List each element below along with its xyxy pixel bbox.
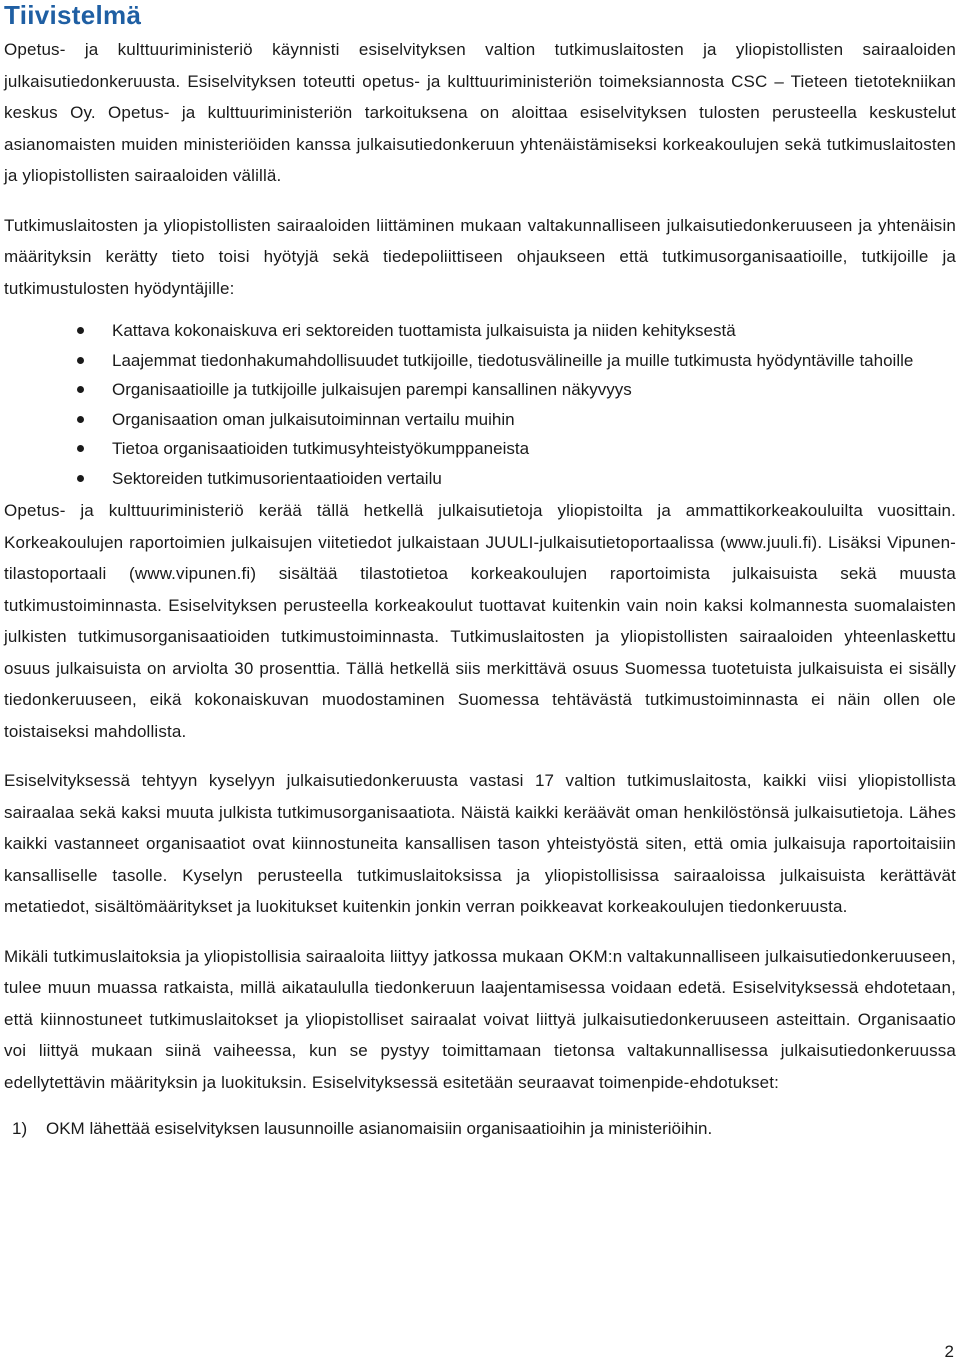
paragraph-intro: Opetus- ja kulttuuriministeriö käynnisti esiselvityksen valtion tutkimuslaitosten ja yliopistollisten sairaaloiden julkaisutiedonkeruusta. Esiselvityksen toteutti opetus- ja kulttuuriministeriön toimeksiannosta CSC – Tieteen tietotekniikan keskus Oy. Opetus- ja kulttuuriministeriön tarkoituksena on aloittaa esiselvityksen tulosten perusteella keskustelut asianomaisten muiden ministeriöiden kanssa julkaisutiedonkeruun yhtenäistämiseksi korkeakoulujen sekä tutkimuslaitosten ja yliopistollisten sairaaloiden välillä. [4,40,956,185]
paragraph-survey: Esiselvityksessä tehtyyn kyselyyn julkaisutiedonkeruusta vastasi 17 valtion tutkimuslaitosta, kaikki viisi yliopistollista sairaalaa sekä kaksi muuta julkista tutkimusorganisaatiota. Näistä kaikki keräävät oman henkilöstönsä julkaisutietoja. Lähes kaikki vastanneet organisaatiot ovat kiinnostuneita kansallisen tason yhteistyöstä siten, että omia julkaisuja raportoitaisiin kansalliselle tasolle. Kyselyn perusteella tutkimuslaitoksissa ja yliopistollisissa sairaaloissa julkaisuista kerättävät metatiedot, sisältömääritykset ja luokitukset kuitenkin jonkin verran poikkeavat korkeakoulujen tiedonkeruusta. [4,771,956,916]
page-number: 2 [944,1342,954,1361]
paragraph-proposal: Mikäli tutkimuslaitoksia ja yliopistollisia sairaaloita liittyy jatkossa mukaan OKM:n valtakunnalliseen julkaisutiedonkeruuseen, tulee muun muassa ratkaista, millä aikataululla tiedonkeruun laajentamisessa voidaan edetä. Esiselvityksessä ehdotetaan, että kiinnostuneet tutkimuslaitokset ja yliopistolliset sairaalat voivat liittyä julkaisutiedonkeruuseen asteittain. Organisaatio voi liittyä mukaan siinä vaiheessa, kun se pystyy toimittamaan tietonsa valtakunnallisessa julkaisutiedonkeruussa edellytettävin määrityksin ja luokituksin. Esiselvityksessä esitetään seuraavat toimenpide-ehdotukset: [4,946,956,1092]
benefits-list [4,318,956,492]
section-heading: Tiivistelmä [4,0,142,30]
action-text: OKM lähettää esiselvityksen lausunnoille asianomaisiin organisaatioihin ja ministeriöihin. [46,1119,713,1138]
list-item: Sektoreiden tutkimusorientaatioiden vertailu [4,466,956,492]
bullet-icon [77,386,84,393]
paragraph-current-collection: Opetus- ja kulttuuriministeriö kerää tällä hetkellä julkaisutietoja yliopistoilta ja ammattikorkeakouluilta vuosittain. Korkeakoulujen raportoimien julkaisujen viitetiedot julkaistaan JUULI-julkaisutietoportaalissa (www.juuli.fi). Lisäksi Vipunen-tilastoportaali (www.vipunen.fi) sisältää tilastotietoa korkeakoulujen raportoimista julkaisuista sekä muusta tutkimustoiminnasta. Esiselvityksen perusteella korkeakoulut tuottavat kuitenkin vain noin kaksi kolmannesta suomalaisten julkisten tutkimusorganisaatioiden tutkimustoiminnasta. Tutkimuslaitosten ja yliopistollisten sairaaloiden yhteenlaskettu osuus julkaisuista on arviolta 30 prosenttia. Tällä hetkellä siis merkittävä osuus Suomessa tuotetuista julkaisuista ei sisälly tiedonkeruuseen, eikä kokonaiskuvan muodostaminen Suomessa tehtävästä tutkimustoiminnasta ei näin ollen ole toistaiseksi mahdollista. [4,501,956,741]
action-item [4,1116,956,1142]
actions-list [4,1116,956,1142]
list-item: Laajemmat tiedonhakumahdollisuudet tutkijoille, tiedotusvälineille ja muille tutkimusta hyödyntäville tahoille [4,348,956,374]
list-item: Tietoa organisaatioiden tutkimusyhteistyökumppaneista [4,436,956,462]
bullet-icon [77,327,84,334]
bullet-icon [77,357,84,364]
list-item: Kattava kokonaiskuva eri sektoreiden tuottamista julkaisuista ja niiden kehityksestä [4,318,956,344]
bullet-icon [77,475,84,482]
paragraph-benefits-intro: Tutkimuslaitosten ja yliopistollisten sairaaloiden liittäminen mukaan valtakunnalliseen julkaisutiedonkeruuseen ja yhtenäisin määrityksin kerätty tieto toisi hyötyjä sekä tiedepoliittiseen ohjaukseen että tutkimusorganisaatioille, tutkijoille ja tutkimustulosten hyödyntäjille: [4,215,956,298]
list-item: Organisaatioille ja tutkijoille julkaisujen parempi kansallinen näkyvyys [4,377,956,403]
document-page [4,0,956,1142]
bullet-icon [77,416,84,423]
list-item: Organisaation oman julkaisutoiminnan vertailu muihin [4,407,956,433]
bullet-icon [77,445,84,452]
action-number: 1) [12,1119,28,1138]
